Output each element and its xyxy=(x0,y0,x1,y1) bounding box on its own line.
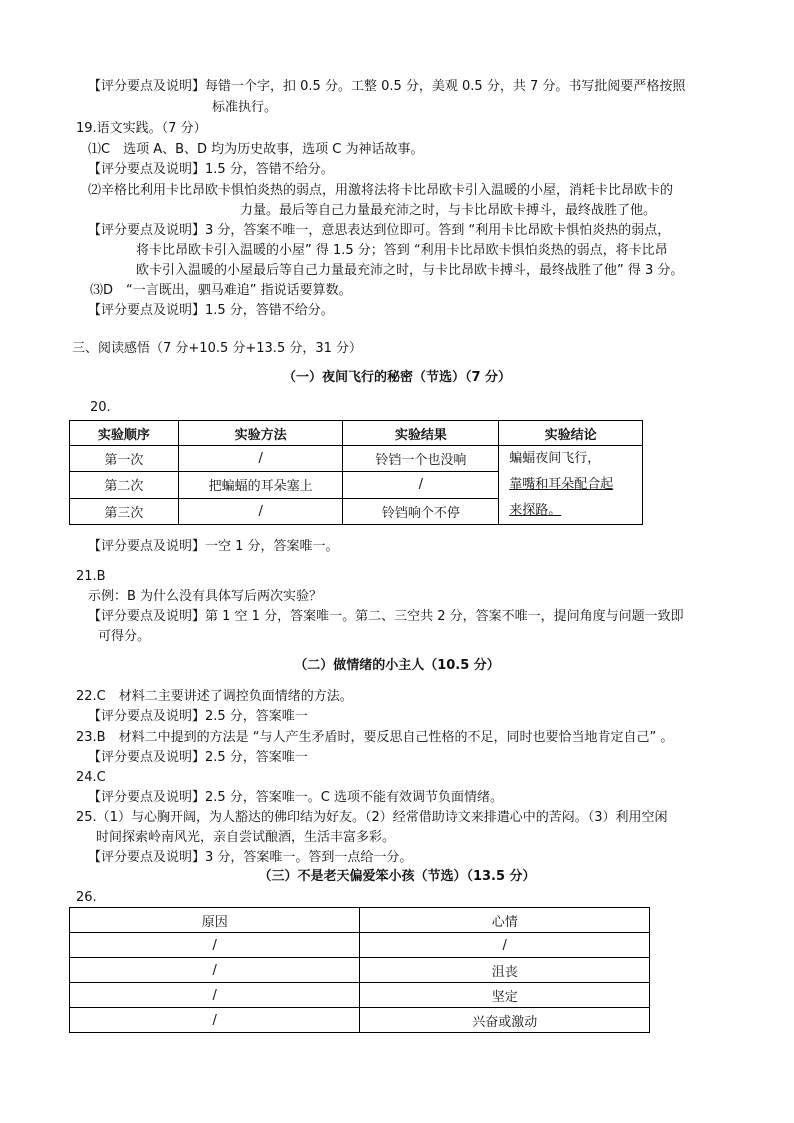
q20-cell: 铃铛响个不停 xyxy=(343,498,499,524)
q20-header-result: 实验结果 xyxy=(343,421,499,446)
q21-note-cont: 可得分。 xyxy=(98,629,151,644)
q20-cell: 铃铛一个也没响 xyxy=(343,446,499,472)
q26-cell: / xyxy=(360,933,650,958)
q25-answer-cont: 时间探索岭南风光，亲自尝试酿酒，生活丰富多彩。 xyxy=(96,830,396,845)
q20-note: 【评分要点及说明】一空 1 分，答案唯一。 xyxy=(88,539,339,554)
section-3-title: 三、阅读感悟（7 分+10.5 分+13.5 分，31 分） xyxy=(72,341,363,356)
q26-table xyxy=(69,907,650,1033)
q19-1-answer: ⑴C 选项 A、B、D 均为历史故事，选项 C 为神话故事。 xyxy=(88,142,424,157)
grading-note-18-cont: 标准执行。 xyxy=(212,100,278,115)
q19-2-note-cont2: 欧卡引入温暖的小屋最后等自己力量最充沛之时，与卡比昂欧卡搏斗，最终战胜了他” 得 3 分。 xyxy=(136,263,684,278)
q20-conclusion-line1: 蝙蝠夜间飞行， xyxy=(509,451,601,466)
q19-title: 19.语文实践。（7 分） xyxy=(76,121,207,136)
q19-3-note: 【评分要点及说明】1.5 分，答错不给分。 xyxy=(88,303,334,318)
q20-header-conclusion: 实验结论 xyxy=(499,421,643,446)
q20-conclusion xyxy=(499,446,643,525)
q24-answer: 24.C xyxy=(76,770,106,785)
q19-2-answer: ⑵辛格比利用卡比昂欧卡惧怕炎热的弱点，用激将法将卡比昂欧卡引入温暖的小屋，消耗卡比昂欧卡的 xyxy=(88,183,674,198)
q22-answer: 22.C 材料二主要讲述了调控负面情绪的方法。 xyxy=(76,689,353,704)
q26-cell: / xyxy=(70,958,360,983)
q25-note: 【评分要点及说明】3 分，答案唯一。答到一点给一分。 xyxy=(88,850,413,865)
q20-table xyxy=(69,420,643,525)
q20-conclusion-line3: 来探路。 xyxy=(509,503,562,518)
q22-note: 【评分要点及说明】2.5 分，答案唯一 xyxy=(88,709,308,724)
q20-cell: / xyxy=(178,498,343,524)
q21-answer: 21.B xyxy=(76,569,106,584)
q19-1-note: 【评分要点及说明】1.5 分，答错不给分。 xyxy=(88,162,334,177)
q19-3-answer: ⑶D “一言既出，驷马难追” 指说话要算数。 xyxy=(90,283,352,298)
q19-2-note-cont1: 将卡比昂欧卡引入温暖的小屋” 得 1.5 分；答到 “利用卡比昂欧卡惧怕炎热的弱点，将卡比昂 xyxy=(136,243,668,258)
passage-3-heading: （三）不是老天偏爱笨小孩（节选）（13.5 分） xyxy=(258,869,536,884)
q19-2-note: 【评分要点及说明】3 分，答案不唯一，意思表达到位即可。答到 “利用卡比昂欧卡惧怕炎热的弱点， xyxy=(88,223,671,238)
q26-header-reason: 原因 xyxy=(70,908,360,933)
passage-2-heading: （二）做情绪的小主人（10.5 分） xyxy=(294,658,500,673)
q20-label: 20. xyxy=(90,400,111,415)
q26-cell: / xyxy=(70,983,360,1008)
q19-2-answer-cont: 力量。最后等自己力量最充沛之时，与卡比昂欧卡搏斗，最终战胜了他。 xyxy=(240,203,657,218)
q20-conclusion-line2: 靠嘴和耳朵配合起 xyxy=(509,477,614,492)
q26-cell: / xyxy=(70,933,360,958)
q20-cell: 把蝙蝠的耳朵塞上 xyxy=(178,472,343,498)
q26-cell: / xyxy=(70,1008,360,1033)
q26-cell: 兴奋或激动 xyxy=(360,1008,650,1033)
grading-note-18: 【评分要点及说明】每错一个字，扣 0.5 分。工整 0.5 分，美观 0.5 分，共 7 分。书写批阅要严格按照 xyxy=(88,79,686,94)
q20-cell: 第二次 xyxy=(70,472,179,498)
q20-header-order: 实验顺序 xyxy=(70,421,179,446)
q26-label: 26. xyxy=(76,890,97,905)
q21-note: 【评分要点及说明】第 1 空 1 分，答案唯一。第二、三空共 2 分，答案不唯一，提问角度与问题一致即 xyxy=(88,609,684,624)
q26-header-mood: 心情 xyxy=(360,908,650,933)
q20-cell: / xyxy=(343,472,499,498)
q20-cell: 第一次 xyxy=(70,446,179,472)
q24-note: 【评分要点及说明】2.5 分，答案唯一。C 选项不能有效调节负面情绪。 xyxy=(88,790,504,805)
q20-header-method: 实验方法 xyxy=(178,421,343,446)
q26-cell: 坚定 xyxy=(360,983,650,1008)
passage-1-heading: （一）夜间飞行的秘密（节选）（7 分） xyxy=(282,370,512,385)
q21-example: 示例：B 为什么没有具体写后两次实验？ xyxy=(88,589,323,604)
q26-cell: 沮丧 xyxy=(360,958,650,983)
q20-cell: 第三次 xyxy=(70,498,179,524)
q25-answer: 25.（1）与心胸开阔，为人豁达的佛印结为好友。（2）经常借助诗文来排遣心中的苦闷。（3）利用空闲 xyxy=(76,810,668,825)
q20-cell: / xyxy=(178,446,343,472)
q23-answer: 23.B 材料二中提到的方法是 “与人产生矛盾时，要反思自己性格的不足，同时也要恰当地肯定自己” 。 xyxy=(76,730,674,745)
q23-note: 【评分要点及说明】2.5 分，答案唯一 xyxy=(88,750,308,765)
